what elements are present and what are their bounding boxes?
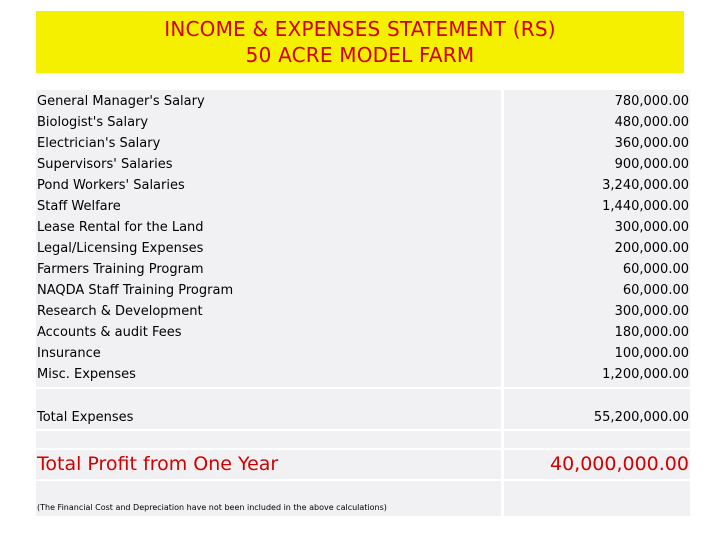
row-amount: 1,440,000.00 — [602, 199, 689, 214]
row-label: Research & Development — [37, 304, 203, 319]
row-amount: 300,000.00 — [614, 220, 689, 235]
row-label: Misc. Expenses — [37, 367, 136, 382]
title-line-2: 50 ACRE MODEL FARM — [245, 43, 475, 67]
row-label: Lease Rental for the Land — [37, 220, 204, 235]
row-amount: 780,000.00 — [614, 94, 689, 109]
row-amount: 900,000.00 — [614, 157, 689, 172]
table-row — [36, 154, 690, 175]
table-row — [36, 364, 690, 385]
row-label: Insurance — [37, 346, 101, 361]
table-row — [36, 343, 690, 364]
row-label: Farmers Training Program — [37, 262, 204, 277]
row-amount: 60,000.00 — [622, 262, 689, 277]
row-separator — [36, 429, 690, 431]
total-expenses-amount: 55,200,000.00 — [593, 410, 689, 425]
row-label: Pond Workers' Salaries — [37, 178, 185, 193]
row-amount: 360,000.00 — [614, 136, 689, 151]
table-row — [36, 322, 690, 343]
row-label: Electrician's Salary — [37, 136, 161, 151]
row-separator — [36, 387, 690, 389]
row-amount: 1,200,000.00 — [602, 367, 689, 382]
row-amount: 180,000.00 — [614, 325, 689, 340]
footnote: (The Financial Cost and Depreciation have not been included in the above calculations) — [37, 503, 387, 512]
total-expenses-row — [36, 407, 690, 428]
total-profit-label: Total Profit from One Year — [37, 453, 279, 475]
expense-table — [36, 90, 690, 516]
row-separator — [36, 448, 690, 450]
table-row — [36, 280, 690, 301]
row-label: Legal/Licensing Expenses — [37, 241, 204, 256]
row-label: General Manager's Salary — [37, 94, 205, 109]
row-separator — [36, 479, 690, 481]
row-amount: 480,000.00 — [614, 115, 689, 130]
title-banner — [36, 11, 684, 73]
table-row — [36, 301, 690, 322]
title-line-1: INCOME & EXPENSES STATEMENT (RS) — [164, 17, 556, 41]
total-profit-row — [36, 453, 690, 474]
row-label: Accounts & audit Fees — [37, 325, 182, 340]
row-label: Staff Welfare — [37, 199, 121, 214]
row-label: Biologist's Salary — [37, 115, 149, 130]
table-row — [36, 259, 690, 280]
table-row — [36, 112, 690, 133]
table-row — [36, 175, 690, 196]
row-amount: 200,000.00 — [614, 241, 689, 256]
row-label: Supervisors' Salaries — [37, 157, 173, 172]
row-amount: 3,240,000.00 — [602, 178, 689, 193]
table-row — [36, 91, 690, 112]
table-row — [36, 133, 690, 154]
total-profit-amount: 40,000,000.00 — [549, 453, 689, 475]
table-row — [36, 238, 690, 259]
table-row — [36, 196, 690, 217]
table-row — [36, 217, 690, 238]
row-amount: 300,000.00 — [614, 304, 689, 319]
row-label: NAQDA Staff Training Program — [37, 283, 234, 298]
total-expenses-label: Total Expenses — [37, 410, 134, 425]
row-amount: 60,000.00 — [622, 283, 689, 298]
row-amount: 100,000.00 — [614, 346, 689, 361]
